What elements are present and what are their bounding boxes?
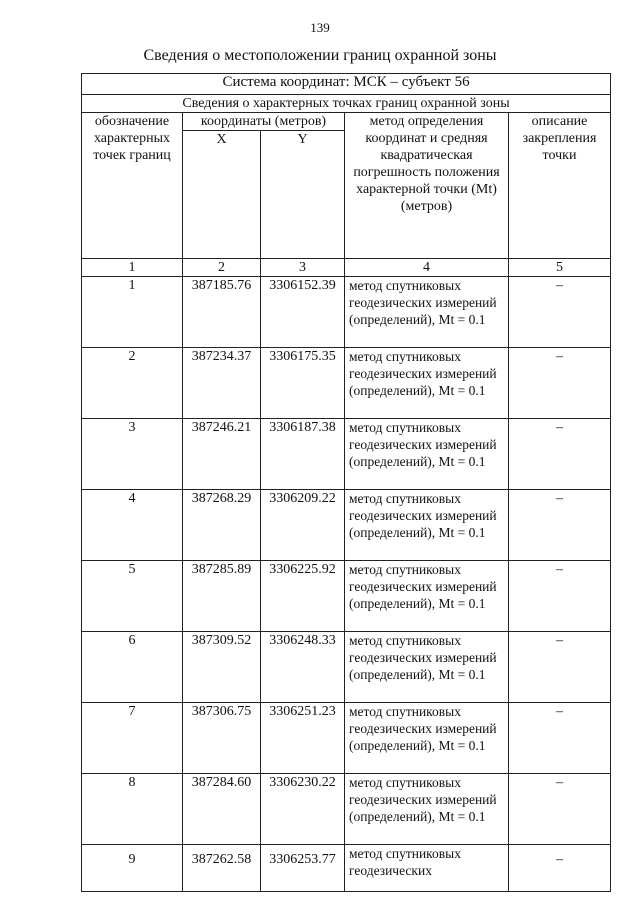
point-description: – — [509, 774, 611, 845]
method-text: метод спутниковых геодезических измерений (определений), Mt = 0.1 — [345, 632, 509, 703]
document-title: Сведения о местоположении границ охранной зоны — [143, 47, 497, 64]
point-description: – — [509, 845, 611, 892]
coord-x: 387262.58 — [183, 845, 261, 892]
point-description: – — [509, 561, 611, 632]
point-number: 3 — [82, 419, 183, 490]
header-method: метод определения координат и средняя квадратическая погрешность положения характерной точки (Mt) (метров) — [345, 113, 509, 259]
point-number: 7 — [82, 703, 183, 774]
section-title: Сведения о характерных точках границ охранной зоны — [82, 95, 611, 113]
coord-x: 387246.21 — [183, 419, 261, 490]
coord-x: 387309.52 — [183, 632, 261, 703]
header-designation: обозначение характерных точек границ — [82, 113, 183, 259]
table-row — [82, 845, 611, 892]
coordinate-system: Система координат: МСК – субъект 56 — [82, 74, 611, 95]
method-text: метод спутниковых геодезических — [345, 845, 509, 892]
coord-y: 3306248.33 — [261, 632, 345, 703]
coord-x: 387284.60 — [183, 774, 261, 845]
boundary-points-table — [81, 73, 611, 892]
coord-y: 3306251.23 — [261, 703, 345, 774]
column-number: 2 — [183, 259, 261, 277]
coord-y: 3306225.92 — [261, 561, 345, 632]
point-description: – — [509, 419, 611, 490]
point-number: 6 — [82, 632, 183, 703]
coord-y: 3306253.77 — [261, 845, 345, 892]
column-number: 4 — [345, 259, 509, 277]
point-description: – — [509, 632, 611, 703]
table-row — [82, 348, 611, 419]
point-description: – — [509, 348, 611, 419]
coord-x: 387185.76 — [183, 277, 261, 348]
point-description: – — [509, 490, 611, 561]
method-text: метод спутниковых геодезических измерений (определений), Mt = 0.1 — [345, 490, 509, 561]
point-number: 5 — [82, 561, 183, 632]
point-number: 1 — [82, 277, 183, 348]
method-text: метод спутниковых геодезических измерений (определений), Mt = 0.1 — [345, 703, 509, 774]
coord-x: 387285.89 — [183, 561, 261, 632]
header-y: Y — [261, 131, 345, 259]
page-number: 139 — [310, 20, 330, 35]
header-description: описание закрепления точки — [509, 113, 611, 259]
header-coordinates: координаты (метров) — [183, 113, 345, 131]
point-description: – — [509, 277, 611, 348]
column-number: 3 — [261, 259, 345, 277]
table-row — [82, 703, 611, 774]
point-number: 9 — [82, 845, 183, 892]
column-number: 1 — [82, 259, 183, 277]
point-number: 8 — [82, 774, 183, 845]
method-text: метод спутниковых геодезических измерений (определений), Mt = 0.1 — [345, 561, 509, 632]
table-row — [82, 774, 611, 845]
coord-x: 387234.37 — [183, 348, 261, 419]
table-row — [82, 490, 611, 561]
table-row — [82, 632, 611, 703]
point-number: 2 — [82, 348, 183, 419]
coord-y: 3306230.22 — [261, 774, 345, 845]
coord-x: 387268.29 — [183, 490, 261, 561]
column-numbers-row — [82, 259, 611, 277]
point-description: – — [509, 703, 611, 774]
table-row — [82, 419, 611, 490]
header-x: X — [183, 131, 261, 259]
coord-y: 3306209.22 — [261, 490, 345, 561]
point-number: 4 — [82, 490, 183, 561]
coord-x: 387306.75 — [183, 703, 261, 774]
coord-y: 3306175.35 — [261, 348, 345, 419]
method-text: метод спутниковых геодезических измерений (определений), Mt = 0.1 — [345, 774, 509, 845]
table-row — [82, 561, 611, 632]
method-text: метод спутниковых геодезических измерений (определений), Mt = 0.1 — [345, 277, 509, 348]
column-number: 5 — [509, 259, 611, 277]
table-row — [82, 277, 611, 348]
method-text: метод спутниковых геодезических измерений (определений), Mt = 0.1 — [345, 348, 509, 419]
coord-y: 3306187.38 — [261, 419, 345, 490]
coord-y: 3306152.39 — [261, 277, 345, 348]
method-text: метод спутниковых геодезических измерений (определений), Mt = 0.1 — [345, 419, 509, 490]
